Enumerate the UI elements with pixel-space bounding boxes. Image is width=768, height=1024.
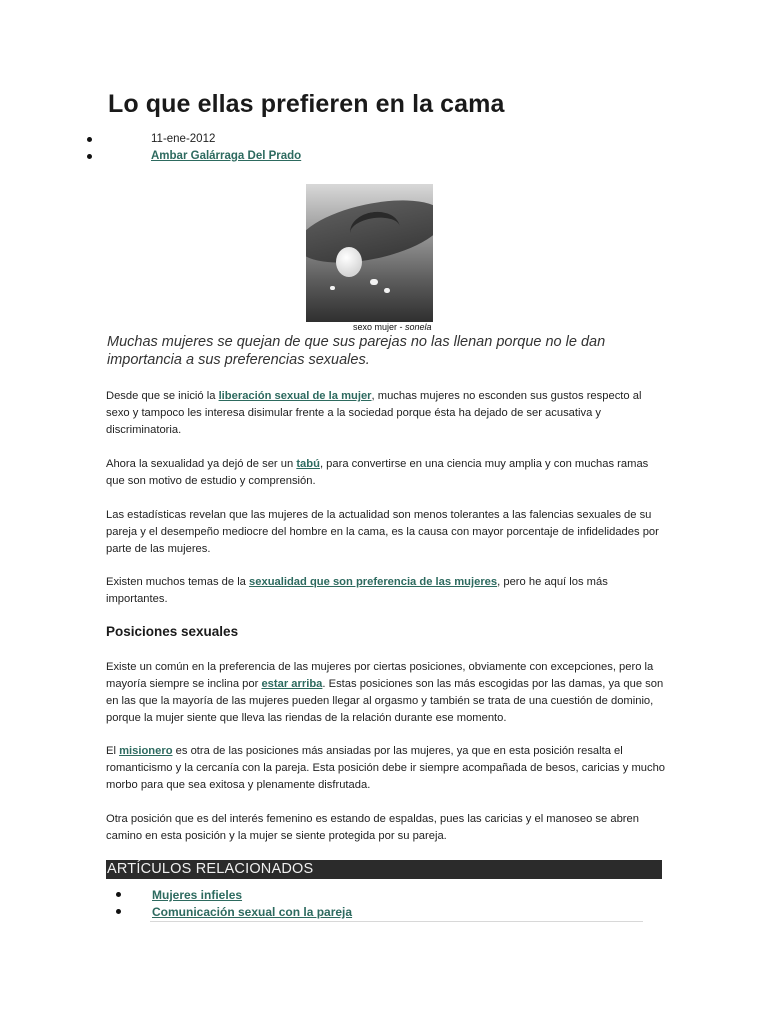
paragraph-text: , pero he aquí los más importantes. bbox=[106, 576, 608, 605]
image-caption-text: sexo mujer - bbox=[353, 322, 406, 332]
paragraph-text: , para convertirse en una ciencia muy amplia y con muchas ramas que son motivo de estudio y comprensión. bbox=[106, 458, 649, 487]
related-link-mujeres-infieles[interactable]: Mujeres infieles bbox=[152, 888, 243, 902]
meta-item-author bbox=[0, 149, 768, 166]
paragraph-text: es otra de las posiciones más ansiadas por las mujeres, ya que en esta posición resalta el romanticismo y la cercanía con la pareja. Esta posición debe ir siempre acompañada de besos, caricias y mucho morbo para que sea exitosa y plenamente disfrutada. bbox=[106, 745, 666, 791]
paragraph-text: Desde que se inició la bbox=[106, 390, 219, 402]
related-articles-header bbox=[106, 860, 662, 879]
list-item bbox=[0, 904, 768, 921]
author-link[interactable]: Ambar Galárraga Del Prado bbox=[151, 150, 302, 162]
related-articles-title: ARTÍCULOS RELACIONADOS bbox=[107, 861, 314, 877]
paragraph-4 bbox=[106, 574, 666, 608]
article-meta-list bbox=[0, 132, 768, 166]
paragraph-text: . Estas posiciones son las más escogidas por las damas, ya que son en las que la mayoría de las mujeres pueden llegar al orgasmo y también se trata de una cuestión de dominio, porque la mujer siente que lleva las riendas de la relación durante ese momento. bbox=[106, 678, 664, 724]
list-item bbox=[0, 887, 768, 904]
article-lead: Muchas mujeres se quejan de que sus parejas no las llenan porque no le dan importancia a sus preferencias sexuales. bbox=[107, 334, 606, 368]
paragraph-2 bbox=[106, 456, 666, 490]
paragraph-text: Existe un común en la preferencia de las mujeres por ciertas posiciones, obviamente con excepciones, pero la mayoría siempre se inclina por bbox=[106, 661, 654, 690]
image-caption bbox=[353, 322, 432, 332]
paragraph-6 bbox=[106, 743, 666, 794]
image-credit: sonela bbox=[405, 322, 432, 332]
link-sexualidad-preferencia[interactable]: sexualidad que son preferencia de las mujeres bbox=[249, 576, 498, 588]
related-link-comunicacion-sexual[interactable]: Comunicación sexual con la pareja bbox=[152, 905, 353, 919]
bullet-icon bbox=[116, 892, 121, 897]
related-articles-list bbox=[0, 887, 768, 921]
paragraph-3: Las estadísticas revelan que las mujeres de la actualidad son menos tolerantes a las falencias sexuales de su pareja y el desempeño mediocre del hombre en la cama, es la causa con mayor porcentaje de infidelidades por parte de las mujeres. bbox=[106, 509, 659, 555]
article-date: 11-ene-2012 bbox=[151, 133, 216, 145]
article-image bbox=[306, 184, 433, 322]
bullet-icon bbox=[87, 154, 92, 159]
bullet-icon bbox=[87, 137, 92, 142]
link-tabu[interactable]: tabú bbox=[296, 458, 320, 470]
paragraph-text: Ahora la sexualidad ya dejó de ser un bbox=[106, 458, 297, 470]
article-title: Lo que ellas prefieren en la cama bbox=[108, 90, 505, 118]
meta-item-date bbox=[0, 132, 768, 149]
paragraph-7: Otra posición que es del interés femenino es estando de espaldas, pues las caricias y el manoseo se abren camino en esta posición y la mujer se siente protegida por su pareja. bbox=[106, 813, 639, 842]
paragraph-text: El bbox=[106, 745, 120, 757]
paragraph-5 bbox=[106, 659, 666, 727]
link-misionero[interactable]: misionero bbox=[119, 745, 173, 757]
paragraph-text: , muchas mujeres no esconden sus gustos respecto al sexo y tampoco les interesa disimular frente a la sociedad porque ésta ha dejado de ser acusativa y discriminatoria. bbox=[106, 390, 642, 436]
paragraph-text: Existen muchos temas de la bbox=[106, 576, 250, 588]
section-heading: Posiciones sexuales bbox=[106, 624, 239, 639]
link-estar-arriba[interactable]: estar arriba bbox=[261, 678, 323, 690]
link-liberacion-sexual[interactable]: liberación sexual de la mujer bbox=[218, 390, 372, 402]
divider bbox=[150, 921, 643, 922]
bullet-icon bbox=[116, 909, 121, 914]
paragraph-1 bbox=[106, 388, 666, 439]
